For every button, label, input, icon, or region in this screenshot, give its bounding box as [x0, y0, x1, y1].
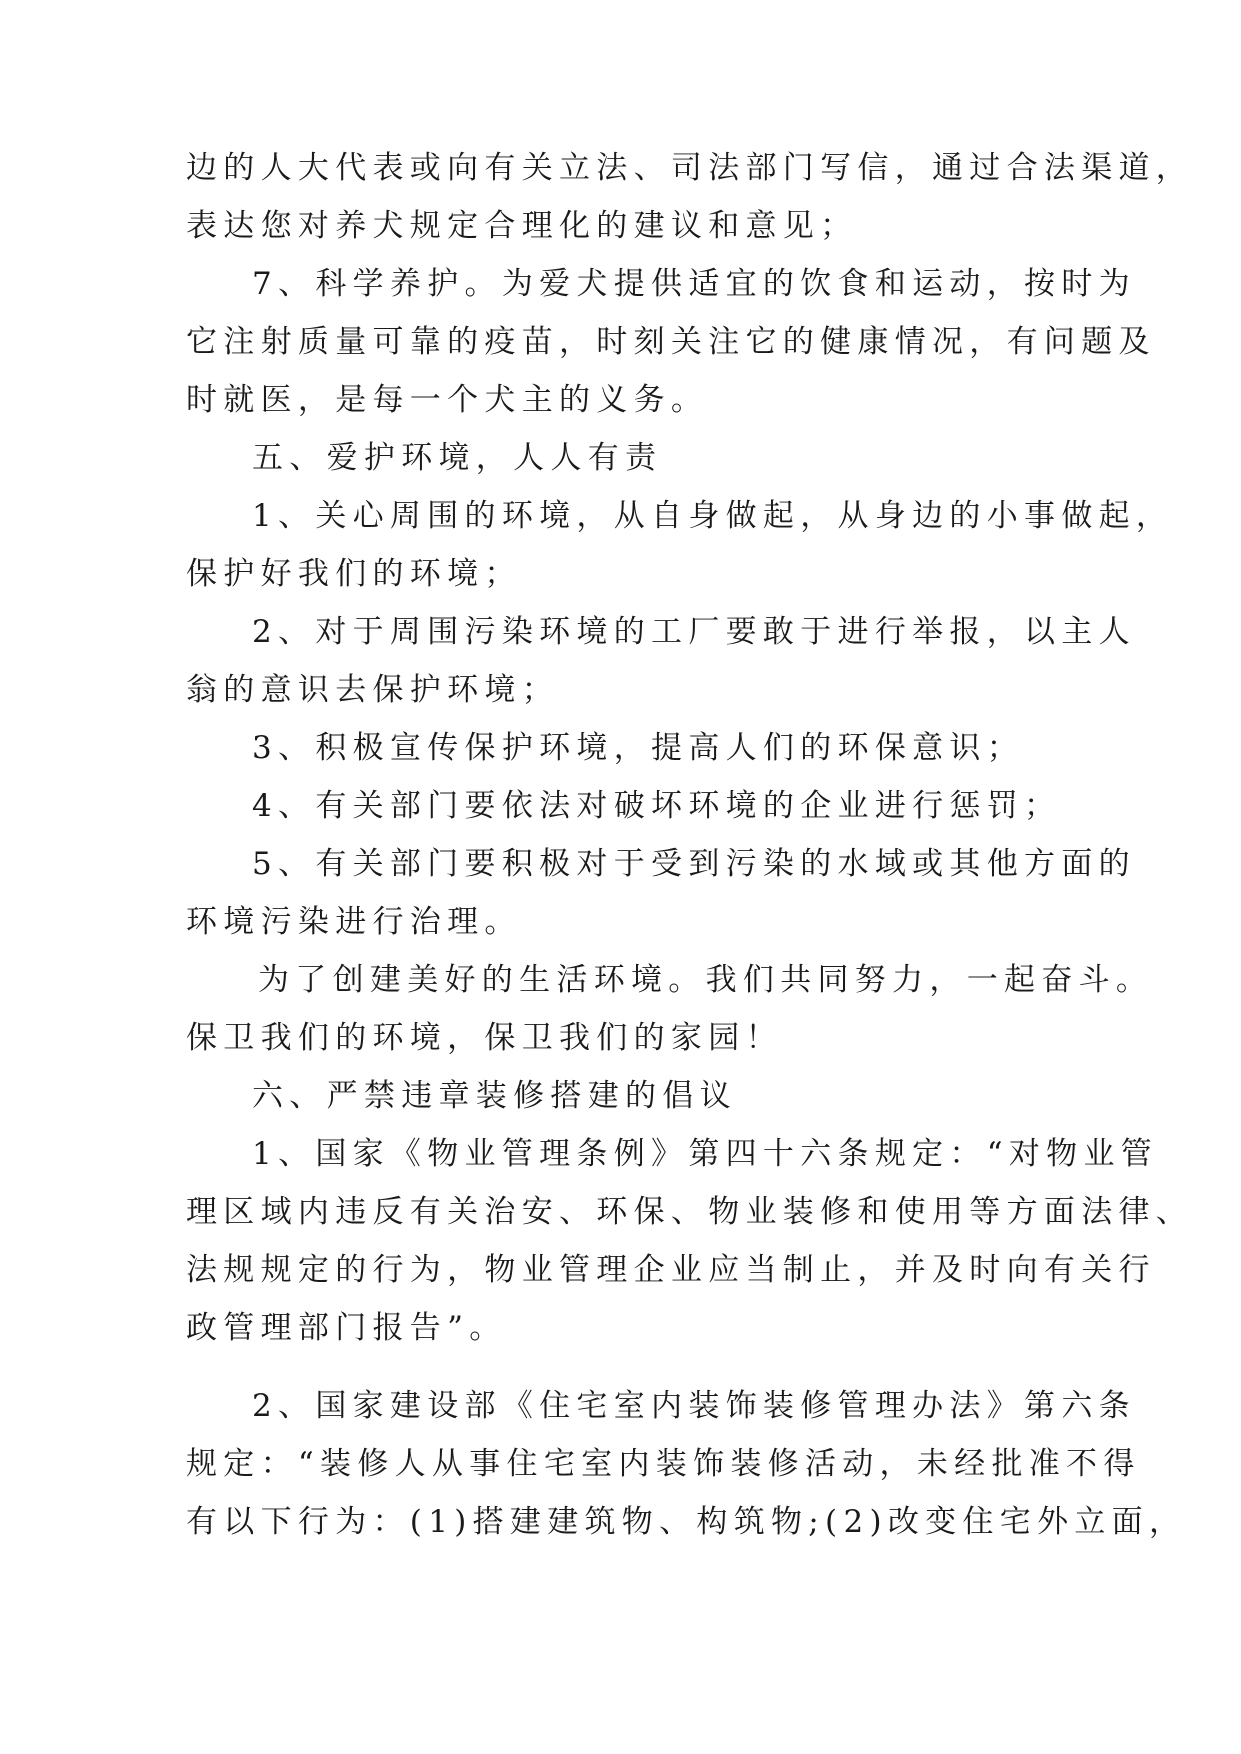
text-line: 理区域内违反有关治安、环保、物业装修和使用等方面法律、	[186, 1194, 1194, 1230]
text-line: 保卫我们的环境，保卫我们的家园！	[186, 1020, 783, 1056]
text-line: 翁的意识去保护环境；	[186, 672, 559, 708]
text-line: 时就医，是每一个犬主的义务。	[186, 382, 709, 418]
text-line: 2、国家建设部《住宅室内装饰装修管理办法》第六条	[252, 1388, 1136, 1424]
section-heading: 六、严禁违章装修搭建的倡议	[252, 1078, 737, 1114]
text-line: 4、有关部门要依法对破坏环境的企业进行惩罚；	[252, 788, 1062, 824]
text-line: 7、科学养护。为爱犬提供适宜的饮食和运动，按时为	[252, 266, 1136, 302]
text-line: 3、积极宣传保护环境，提高人们的环保意识；	[252, 730, 1025, 766]
text-line: 规定：“装修人从事住宅室内装饰装修活动，未经批准不得	[186, 1446, 1141, 1482]
text-line: 边的人大代表或向有关立法、司法部门写信，通过合法渠道，	[186, 150, 1194, 186]
text-line: 1、关心周围的环境，从自身做起，从身边的小事做起，	[252, 498, 1174, 534]
text-line: 5、有关部门要积极对于受到污染的水域或其他方面的	[252, 846, 1136, 882]
text-line: 1、国家《物业管理条例》第四十六条规定：“对物业管	[252, 1136, 1159, 1172]
text-line: 保护好我们的环境；	[186, 556, 522, 592]
text-line: 有以下行为：(1)搭建建筑物、构筑物;(2)改变住宅外立面，	[186, 1504, 1187, 1540]
text-line: 2、对于周围污染环境的工厂要敢于进行举报，以主人	[252, 614, 1136, 650]
text-line: 表达您对养犬规定合理化的建议和意见；	[186, 208, 858, 244]
text-line: 环境污染进行治理。	[186, 904, 522, 940]
text-line: 为了创建美好的生活环境。我们共同努力，一起奋斗。	[258, 962, 1154, 998]
section-heading: 五、爱护环境，人人有责	[252, 440, 663, 476]
text-line: 法规规定的行为，物业管理企业应当制止，并及时向有关行	[186, 1252, 1156, 1288]
text-line: 政管理部门报告”。	[186, 1310, 507, 1346]
text-line: 它注射质量可靠的疫苗，时刻关注它的健康情况，有问题及	[186, 324, 1156, 360]
